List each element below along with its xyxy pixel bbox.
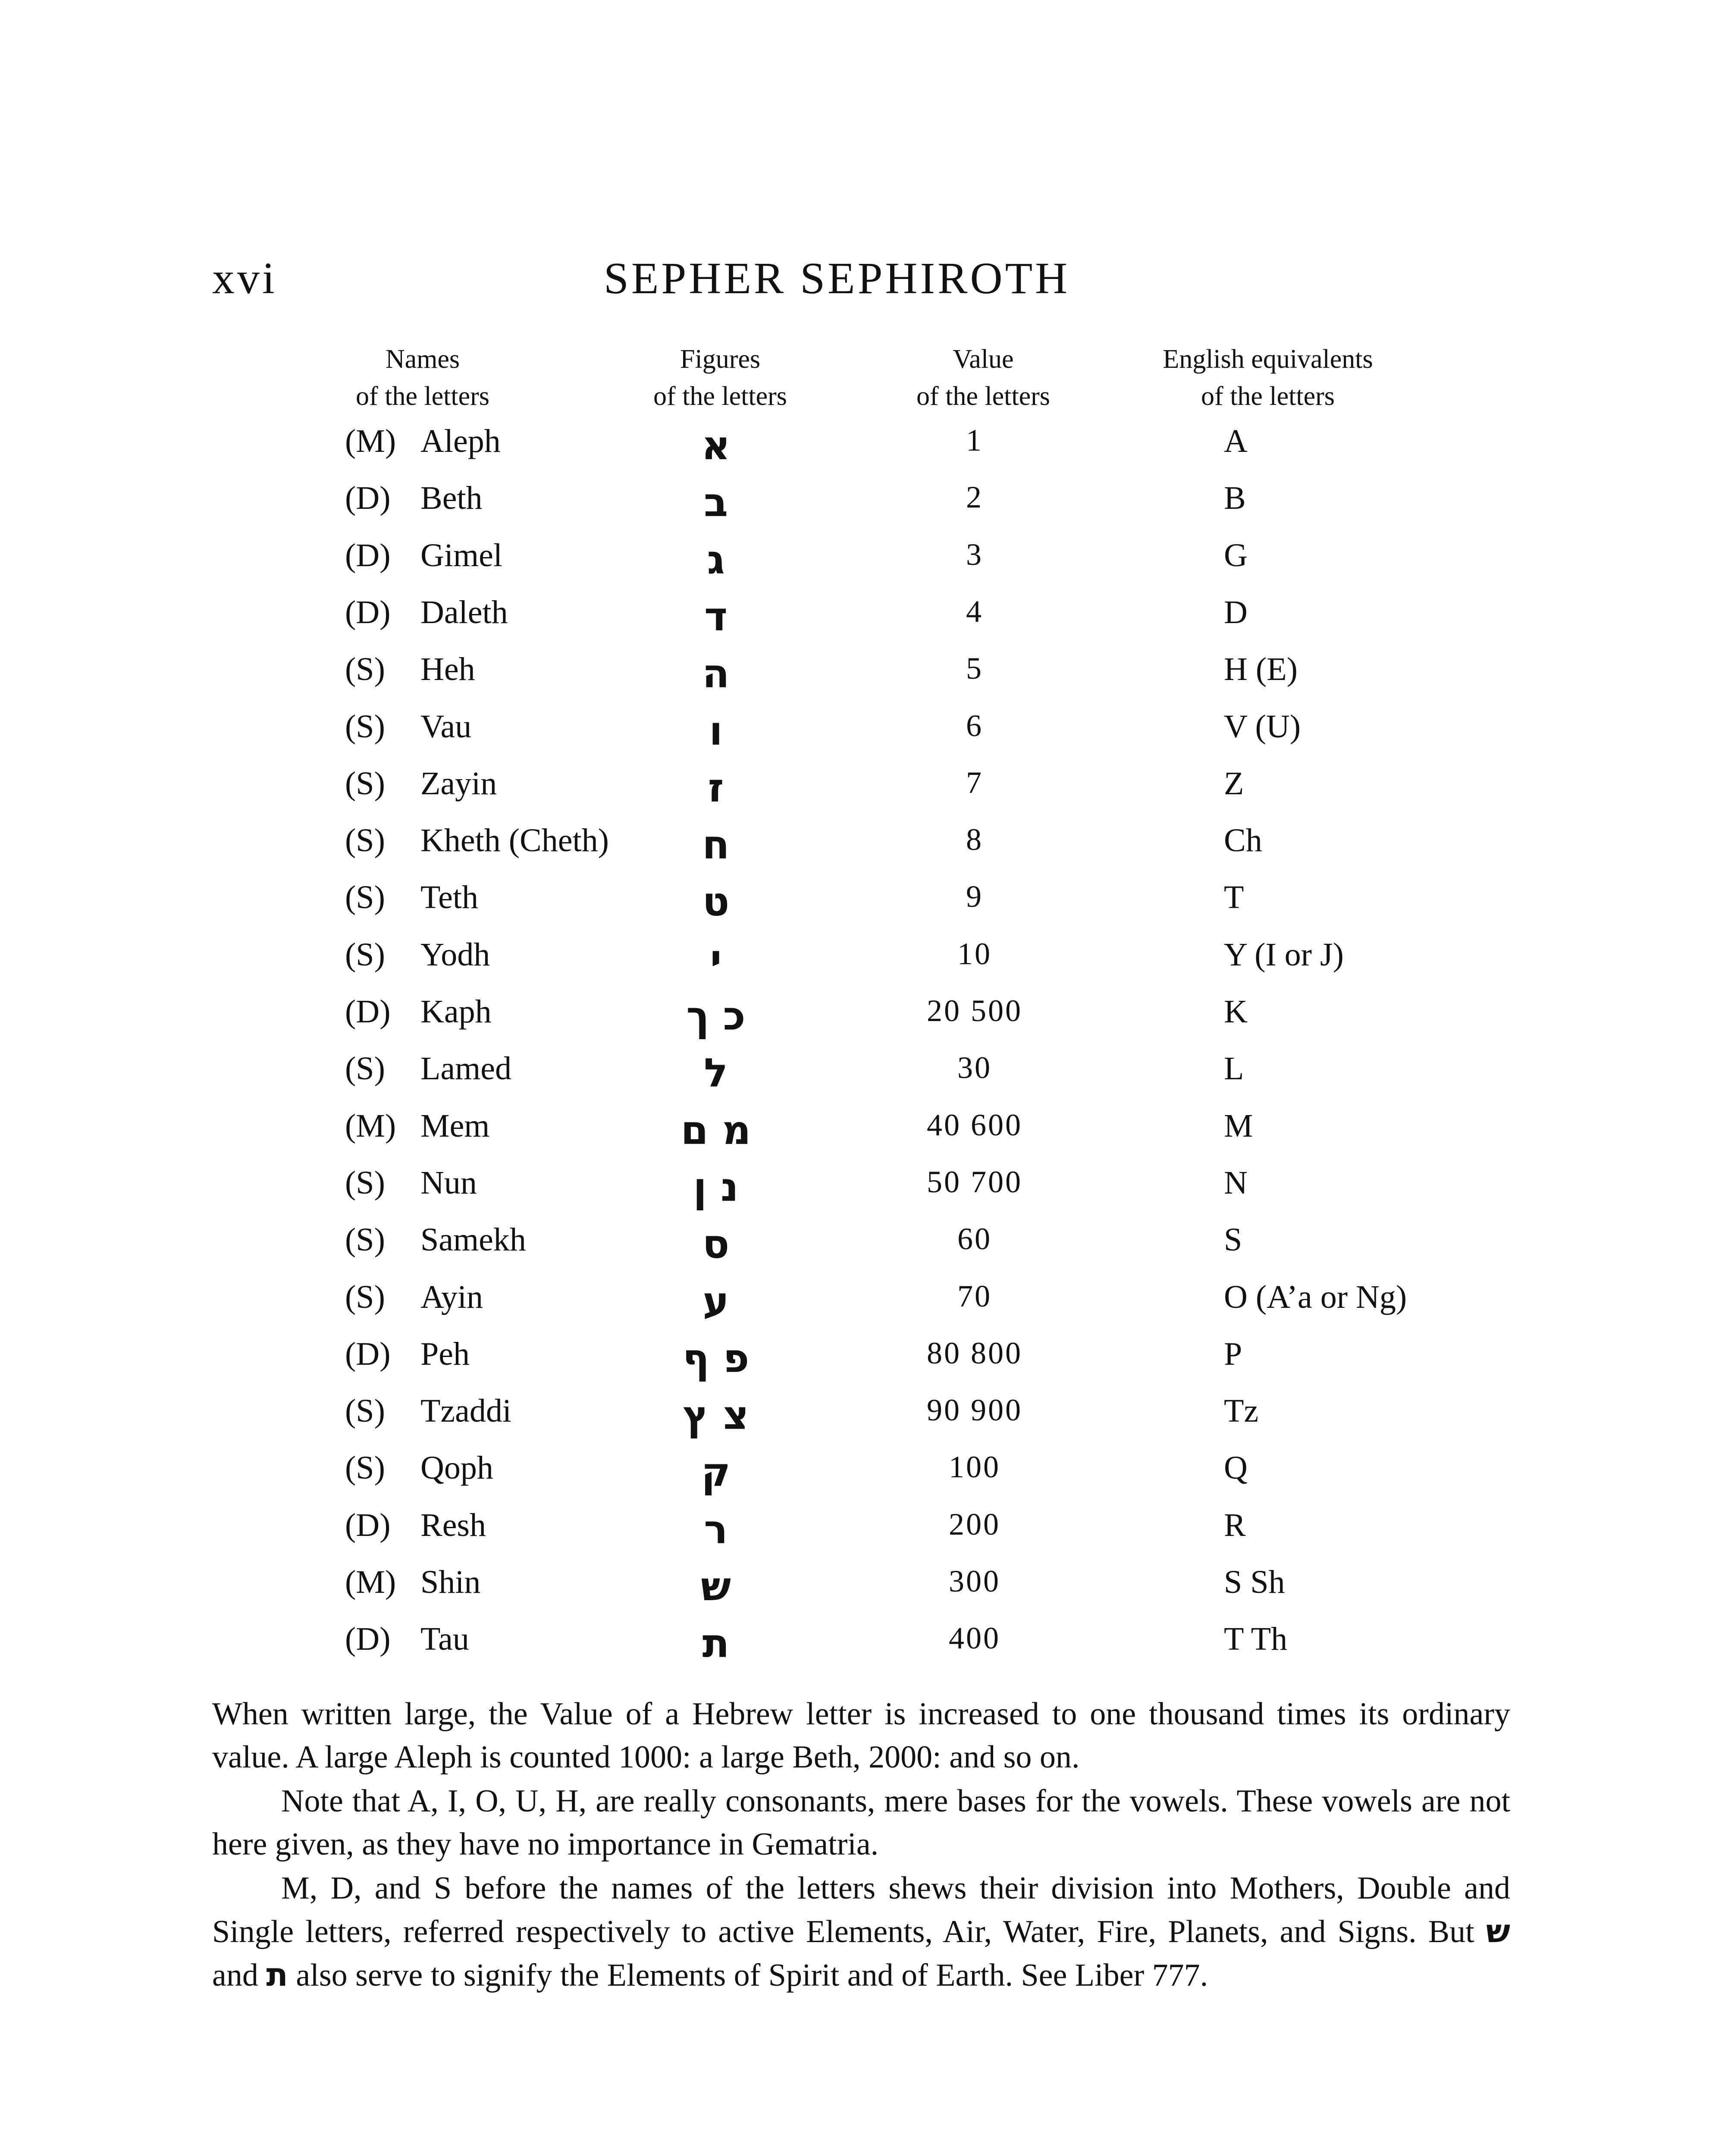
letter-figures: כ ך xyxy=(686,993,746,1039)
letter-value: 40 600 xyxy=(927,1108,1022,1142)
note-paragraph: Note that A, I, O, U, H, are really consonants, mere bases for the vowels. These vowels are not here given, as they have no importance in Gematria. xyxy=(212,1783,1510,1862)
letter-code: (S) xyxy=(345,1393,385,1429)
column-header-line: English equivalents xyxy=(1163,345,1373,374)
column-header-line: Value xyxy=(953,345,1014,374)
letter-english: Y (I or J) xyxy=(1224,937,1344,973)
letter-value: 200 xyxy=(949,1507,1000,1542)
letter-name: Gimel xyxy=(420,537,502,573)
letter-value: 3 xyxy=(966,537,983,572)
note-text: M, D, and S before the names of the letters shews their division into Mothers, Double and Single letters, referred respectively to active Elements, Air, Water, Fire, Planets, and Signs. But xyxy=(212,1871,1510,1949)
table-row xyxy=(0,479,1725,536)
letter-figures: ק xyxy=(701,1449,731,1495)
letter-name: Beth xyxy=(420,480,483,516)
letter-value: 50 700 xyxy=(927,1165,1022,1199)
letter-name: Qoph xyxy=(420,1450,493,1486)
page-number: xvi xyxy=(212,254,277,303)
letter-code: (S) xyxy=(345,879,385,915)
letter-english: T xyxy=(1224,879,1244,915)
letter-code: (D) xyxy=(345,537,391,573)
letter-code: (S) xyxy=(345,708,385,745)
letter-name: Kaph xyxy=(420,993,492,1030)
letter-name: Shin xyxy=(420,1564,481,1600)
letter-code: (D) xyxy=(345,1507,391,1543)
letter-value: 80 800 xyxy=(927,1336,1022,1370)
letter-value: 20 500 xyxy=(927,993,1022,1028)
letter-name: Samekh xyxy=(420,1222,526,1258)
letter-value: 400 xyxy=(949,1621,1000,1655)
note-paragraph: When written large, the Value of a Hebrew letter is increased to one thousand times its ordinary value. A large Aleph is counted 1000: a large Beth, 2000: and so on. xyxy=(212,1696,1510,1775)
letter-english: K xyxy=(1224,993,1248,1030)
letter-figures: י xyxy=(710,936,722,982)
table-row xyxy=(0,1507,1725,1564)
table-row xyxy=(0,993,1725,1050)
column-header-figures xyxy=(612,341,828,415)
letter-english: V (U) xyxy=(1224,708,1301,745)
notes xyxy=(212,1692,1510,1998)
column-header-line: of the letters xyxy=(1201,382,1335,411)
table-row xyxy=(0,879,1725,936)
letter-english: G xyxy=(1224,537,1248,573)
letter-value: 100 xyxy=(949,1450,1000,1484)
letter-name: Tau xyxy=(420,1621,469,1657)
letter-figures: ת xyxy=(702,1620,730,1667)
letter-english: L xyxy=(1224,1050,1244,1087)
letter-value: 70 xyxy=(957,1279,992,1313)
letter-name: Vau xyxy=(420,708,472,745)
letter-code: (D) xyxy=(345,594,391,630)
column-header-value xyxy=(875,341,1091,415)
letter-figures: מ ם xyxy=(681,1107,751,1153)
letter-value: 300 xyxy=(949,1564,1000,1598)
letter-value: 1 xyxy=(966,423,983,458)
letter-code: (M) xyxy=(345,1108,396,1144)
letter-code: (S) xyxy=(345,937,385,973)
letter-english: P xyxy=(1224,1336,1242,1372)
letter-name: Aleph xyxy=(420,423,501,459)
letter-name: Peh xyxy=(420,1336,470,1372)
column-header-english xyxy=(1121,341,1414,415)
letter-name: Lamed xyxy=(420,1050,512,1087)
running-title: SEPHER SEPHIROTH xyxy=(604,254,1070,303)
table-row xyxy=(0,1164,1725,1221)
hebrew-shin: ש xyxy=(1486,1913,1510,1950)
letter-code: (S) xyxy=(345,765,385,802)
letter-code: (S) xyxy=(345,1222,385,1258)
table-row xyxy=(0,765,1725,822)
letter-value: 7 xyxy=(966,765,983,800)
column-header-line: Figures xyxy=(680,345,760,374)
letter-figures: ב xyxy=(703,479,728,526)
letter-value: 90 900 xyxy=(927,1393,1022,1427)
letter-value: 4 xyxy=(966,594,983,629)
letter-english: N xyxy=(1224,1165,1248,1201)
letter-code: (D) xyxy=(345,1621,391,1657)
letter-value: 8 xyxy=(966,822,983,857)
letter-value: 10 xyxy=(957,937,992,971)
letter-value: 30 xyxy=(957,1050,992,1085)
table-row xyxy=(0,537,1725,594)
letter-value: 9 xyxy=(966,879,983,914)
letter-figures: ר xyxy=(704,1507,728,1553)
note-text: and xyxy=(212,1958,258,1993)
column-header-line: of the letters xyxy=(916,382,1050,411)
letter-figures: ה xyxy=(702,651,730,697)
letter-english: Tz xyxy=(1224,1393,1259,1429)
letter-figures: ג xyxy=(707,537,725,583)
table-row xyxy=(0,1335,1725,1392)
letter-code: (S) xyxy=(345,651,385,687)
letter-name: Tzaddi xyxy=(420,1393,512,1429)
column-header-line: of the letters xyxy=(356,382,489,411)
letter-english: M xyxy=(1224,1108,1253,1144)
letter-figures: ז xyxy=(708,765,724,811)
note-paragraph xyxy=(212,1867,1510,1997)
letter-name: Kheth (Cheth) xyxy=(420,822,609,859)
table-row xyxy=(0,423,1725,479)
column-header-line: Names xyxy=(385,345,460,374)
letter-figures: ח xyxy=(702,822,730,868)
letter-english: O (A’a or Ng) xyxy=(1224,1279,1407,1315)
letter-value: 60 xyxy=(957,1222,992,1256)
letter-name: Daleth xyxy=(420,594,508,630)
table-row xyxy=(0,1449,1725,1506)
letter-code: (S) xyxy=(345,1165,385,1201)
letter-code: (D) xyxy=(345,993,391,1030)
table-row xyxy=(0,1107,1725,1164)
letter-name: Resh xyxy=(420,1507,486,1543)
letter-value: 5 xyxy=(966,651,983,686)
table-row xyxy=(0,822,1725,879)
letter-english: Ch xyxy=(1224,822,1262,859)
letter-code: (S) xyxy=(345,1450,385,1486)
letter-figures: ש xyxy=(701,1564,731,1610)
letter-english: H (E) xyxy=(1224,651,1298,687)
letter-code: (M) xyxy=(345,1564,396,1600)
letter-value: 6 xyxy=(966,708,983,743)
letter-english: T Th xyxy=(1224,1621,1288,1657)
column-header-names xyxy=(302,341,543,415)
letter-english: S Sh xyxy=(1224,1564,1285,1600)
letter-figures: א xyxy=(701,423,731,469)
letter-name: Mem xyxy=(420,1108,490,1144)
table-row xyxy=(0,708,1725,765)
letter-english: A xyxy=(1224,423,1248,459)
table-row xyxy=(0,1279,1725,1335)
letter-name: Ayin xyxy=(420,1279,483,1315)
letter-figures: ט xyxy=(702,879,730,925)
letter-name: Nun xyxy=(420,1165,477,1201)
letter-english: S xyxy=(1224,1222,1242,1258)
letter-code: (D) xyxy=(345,1336,391,1372)
letter-figures: ד xyxy=(704,594,728,640)
letter-english: Z xyxy=(1224,765,1244,802)
table-row xyxy=(0,936,1725,993)
letter-figures: ל xyxy=(704,1050,728,1096)
table-row xyxy=(0,594,1725,651)
letter-english: R xyxy=(1224,1507,1246,1543)
letter-name: Zayin xyxy=(420,765,497,802)
letter-english: B xyxy=(1224,480,1246,516)
column-header-line: of the letters xyxy=(653,382,787,411)
letter-figures: ס xyxy=(702,1221,730,1267)
letter-name: Heh xyxy=(420,651,475,687)
letter-figures: ו xyxy=(709,708,723,754)
letter-english: Q xyxy=(1224,1450,1248,1486)
letter-figures: נ ן xyxy=(693,1164,739,1210)
letter-code: (S) xyxy=(345,822,385,859)
letter-name: Yodh xyxy=(420,937,490,973)
letter-code: (S) xyxy=(345,1279,385,1315)
hebrew-tau: ת xyxy=(266,1956,288,1993)
letter-figures: פ ף xyxy=(682,1335,750,1382)
letter-name: Teth xyxy=(420,879,478,915)
note-text: also serve to signify the Elements of Spirit and of Earth. See Liber 777. xyxy=(296,1958,1208,1993)
table-row xyxy=(0,1221,1725,1278)
table-row xyxy=(0,651,1725,708)
letter-code: (S) xyxy=(345,1050,385,1087)
table-row xyxy=(0,1050,1725,1107)
table-row xyxy=(0,1620,1725,1677)
letter-figures: צ ץ xyxy=(683,1392,749,1438)
letter-code: (M) xyxy=(345,423,396,459)
letter-code: (D) xyxy=(345,480,391,516)
table-row xyxy=(0,1564,1725,1620)
letter-english: D xyxy=(1224,594,1248,630)
table-row xyxy=(0,1392,1725,1449)
letter-figures: ע xyxy=(703,1279,729,1325)
letter-value: 2 xyxy=(966,480,983,514)
